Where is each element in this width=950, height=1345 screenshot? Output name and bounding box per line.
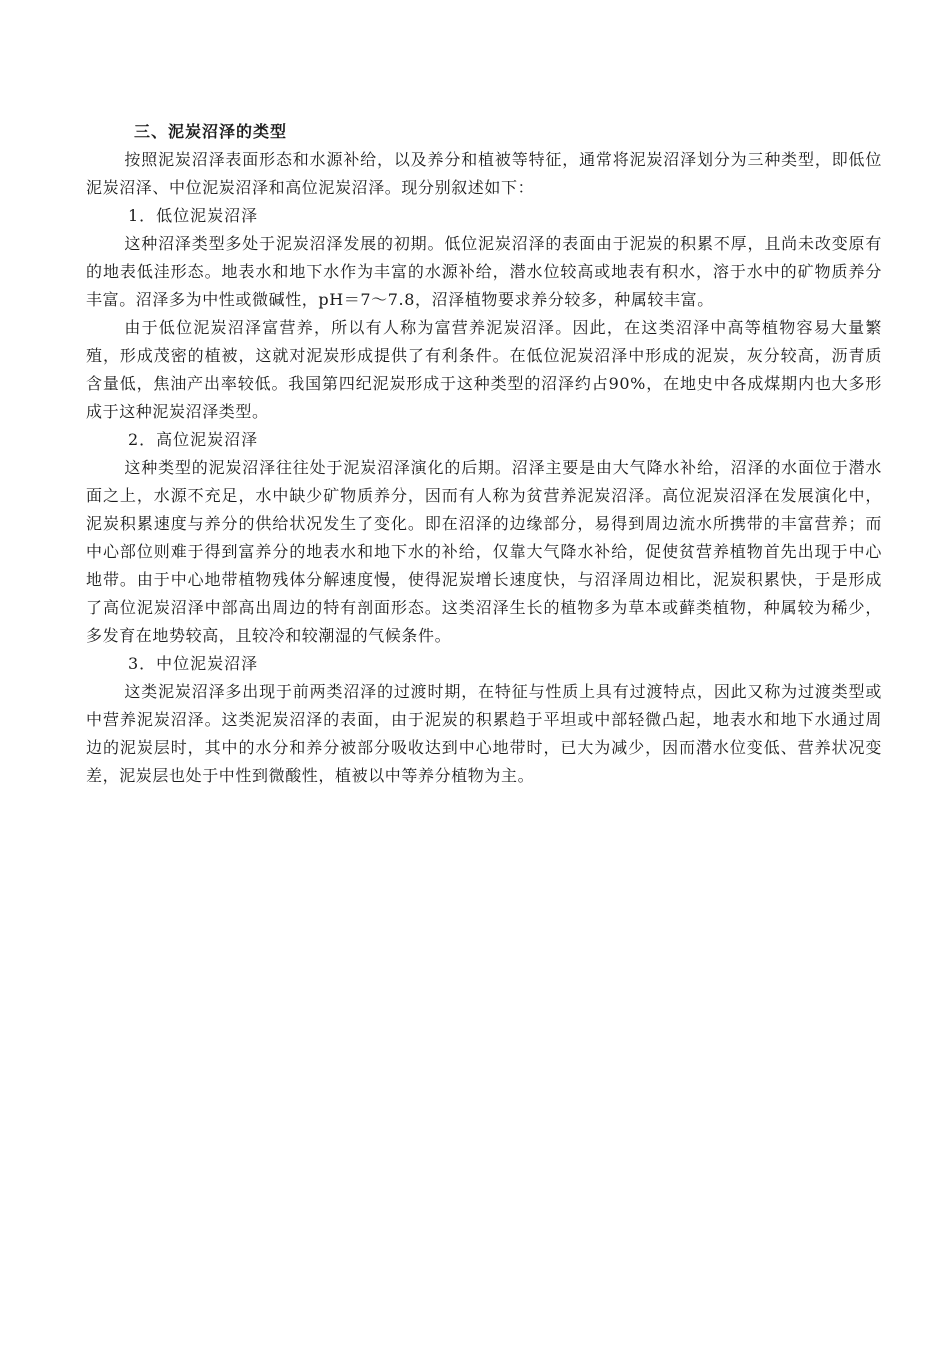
intro-paragraph: 按照泥炭沼泽表面形态和水源补给，以及养分和植被等特征，通常将泥炭沼泽划分为三种类型，即低位泥炭沼泽、中位泥炭沼泽和高位泥炭沼泽。现分别叙述如下：	[86, 150, 882, 197]
text-block	[86, 118, 882, 790]
subsection-heading-mid: 3．中位泥炭沼泽	[128, 654, 259, 673]
low-paragraph-1: 这种沼泽类型多处于泥炭沼泽发展的初期。低位泥炭沼泽的表面由于泥炭的积累不厚，且尚未改变原有的地表低洼形态。地表水和地下水作为丰富的水源补给，潜水位较高或地表有积水，溶于水中的矿物质养分丰富。沼泽多为中性或微碱性，pH＝7～7.8，沼泽植物要求养分较多，种属较丰富。	[86, 234, 882, 309]
low-paragraph-2: 由于低位泥炭沼泽富营养，所以有人称为富营养泥炭沼泽。因此，在这类沼泽中高等植物容易大量繁殖，形成茂密的植被，这就对泥炭形成提供了有利条件。在低位泥炭沼泽中形成的泥炭，灰分较高，沥青质含量低，焦油产出率较低。我国第四纪泥炭形成于这种类型的沼泽约占90%，在地史中各成煤期内也大多形成于这种泥炭沼泽类型。	[86, 318, 882, 421]
subsection-heading-low: 1．低位泥炭沼泽	[128, 206, 259, 225]
section-title: 三、泥炭沼泽的类型	[134, 122, 288, 141]
high-paragraph-1: 这种类型的泥炭沼泽往往处于泥炭沼泽演化的后期。沼泽主要是由大气降水补给，沼泽的水面位于潜水面之上，水源不充足，水中缺少矿物质养分，因而有人称为贫营养泥炭沼泽。高位泥炭沼泽在发展演化中，泥炭积累速度与养分的供给状况发生了变化。即在沼泽的边缘部分，易得到周边流水所携带的丰富营养；而中心部位则难于得到富养分的地表水和地下水的补给，仅靠大气降水补给，促使贫营养植物首先出现于中心地带。由于中心地带植物残体分解速度慢，使得泥炭增长速度快，与沼泽周边相比，泥炭积累快，于是形成了高位泥炭沼泽中部高出周边的特有剖面形态。这类沼泽生长的植物多为草本或藓类植物，种属较为稀少，多发育在地势较高，且较冷和较潮湿的气候条件。	[86, 458, 882, 645]
mid-paragraph-1: 这类泥炭沼泽多出现于前两类沼泽的过渡时期，在特征与性质上具有过渡特点，因此又称为过渡类型或中营养泥炭沼泽。这类泥炭沼泽的表面，由于泥炭的积累趋于平坦或中部轻微凸起，地表水和地下水通过周边的泥炭层时，其中的水分和养分被部分吸收达到中心地带时，已大为减少，因而潜水位变低、营养状况变差，泥炭层也处于中性到微酸性，植被以中等养分植物为主。	[86, 682, 882, 785]
subsection-heading-high: 2．高位泥炭沼泽	[128, 430, 259, 449]
